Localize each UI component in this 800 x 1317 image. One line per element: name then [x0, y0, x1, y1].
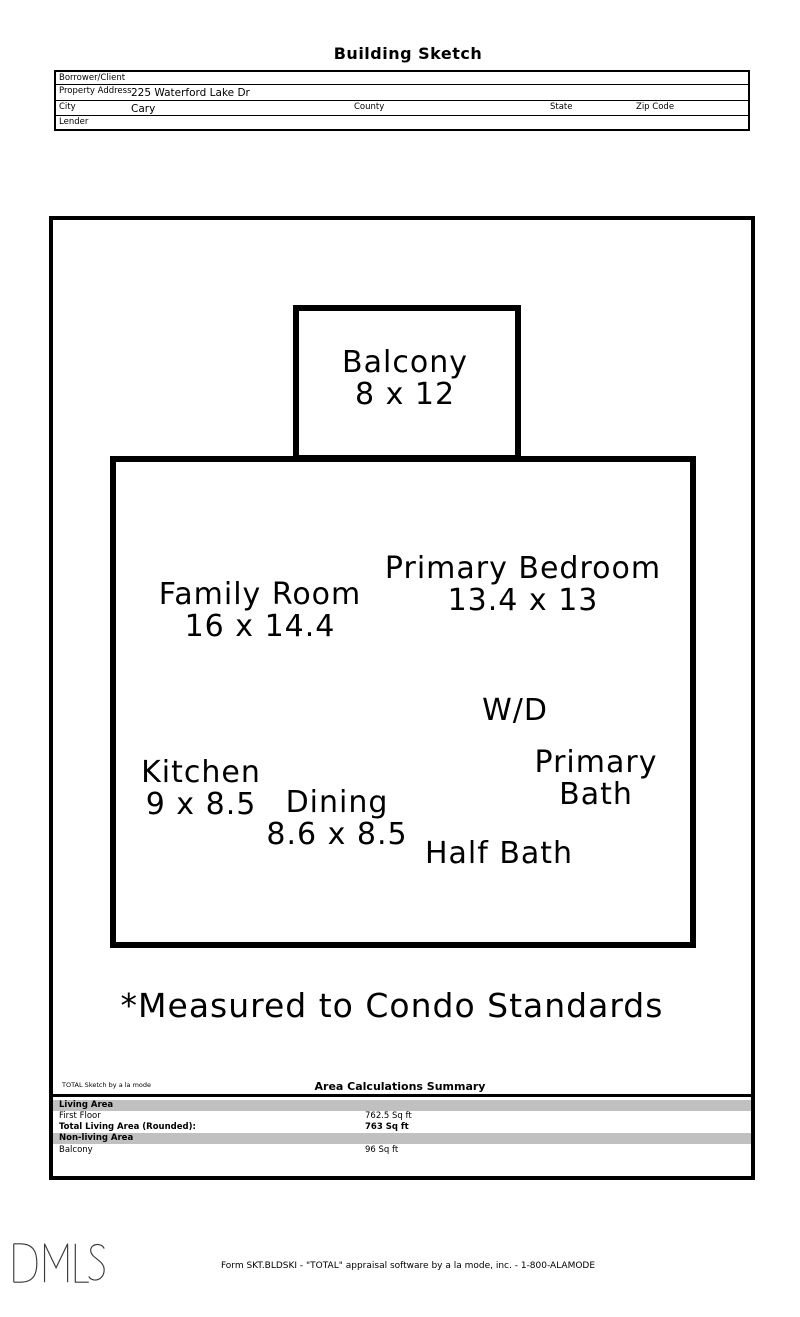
property-address-value: 225 Waterford Lake Dr: [131, 87, 250, 99]
borrower-label: Borrower/Client: [59, 73, 126, 83]
room-label-dining: Dining 8.6 x 8.5: [266, 785, 408, 852]
property-info-table: [54, 70, 750, 131]
room-label-kitchen: Kitchen 9 x 8.5: [141, 755, 261, 822]
city-value: Cary: [131, 103, 156, 115]
borrower-row: [56, 72, 748, 85]
room-label-balcony: Balcony 8 x 12: [342, 345, 468, 412]
non-living-area-section-header: Non-living Area: [53, 1133, 751, 1144]
room-label-primary-bath: Primary Bath: [534, 745, 658, 812]
lender-label: Lender: [59, 117, 89, 127]
room-label-half-bath: Half Bath: [424, 836, 574, 871]
balcony-area-label: Balcony: [59, 1145, 93, 1155]
form-footer-text: Form SKT.BLDSKI - "TOTAL" appraisal software by a la mode, inc. - 1-800-ALAMODE: [220, 1261, 596, 1271]
total-living-area-row: [53, 1122, 751, 1133]
balcony-area-row: [53, 1145, 751, 1156]
first-floor-label: First Floor: [59, 1111, 101, 1121]
living-area-section-header: Living Area: [53, 1100, 751, 1111]
area-calculations-summary-title: Area Calculations Summary: [314, 1080, 486, 1093]
room-label-washer-dryer: W/D: [482, 693, 548, 728]
zip-code-label: Zip Code: [636, 102, 675, 112]
total-living-area-value: 763 Sq ft: [365, 1122, 409, 1132]
room-label-primary-bedroom: Primary Bedroom 13.4 x 13: [384, 551, 662, 618]
total-sketch-branding: TOTAL Sketch by a la mode: [62, 1081, 152, 1089]
county-label: County: [354, 102, 385, 112]
total-living-area-label: Total Living Area (Rounded):: [59, 1122, 196, 1132]
summary-top-rule: [51, 1094, 751, 1097]
first-floor-row: [53, 1111, 751, 1122]
first-floor-outline: [110, 456, 696, 948]
balcony-area-value: 96 Sq ft: [365, 1145, 399, 1155]
property-address-label: Property Address: [59, 86, 132, 96]
lender-row: [56, 116, 748, 129]
state-label: State: [550, 102, 573, 112]
page-title: Building Sketch: [333, 44, 483, 63]
room-label-family-room: Family Room 16 x 14.4: [158, 577, 362, 644]
property-address-row: [56, 85, 748, 101]
city-county-state-zip-row: [56, 101, 748, 116]
measurement-note: *Measured to Condo Standards: [120, 986, 664, 1025]
city-label: City: [59, 102, 76, 112]
first-floor-value: 762.5 Sq ft: [365, 1111, 412, 1121]
